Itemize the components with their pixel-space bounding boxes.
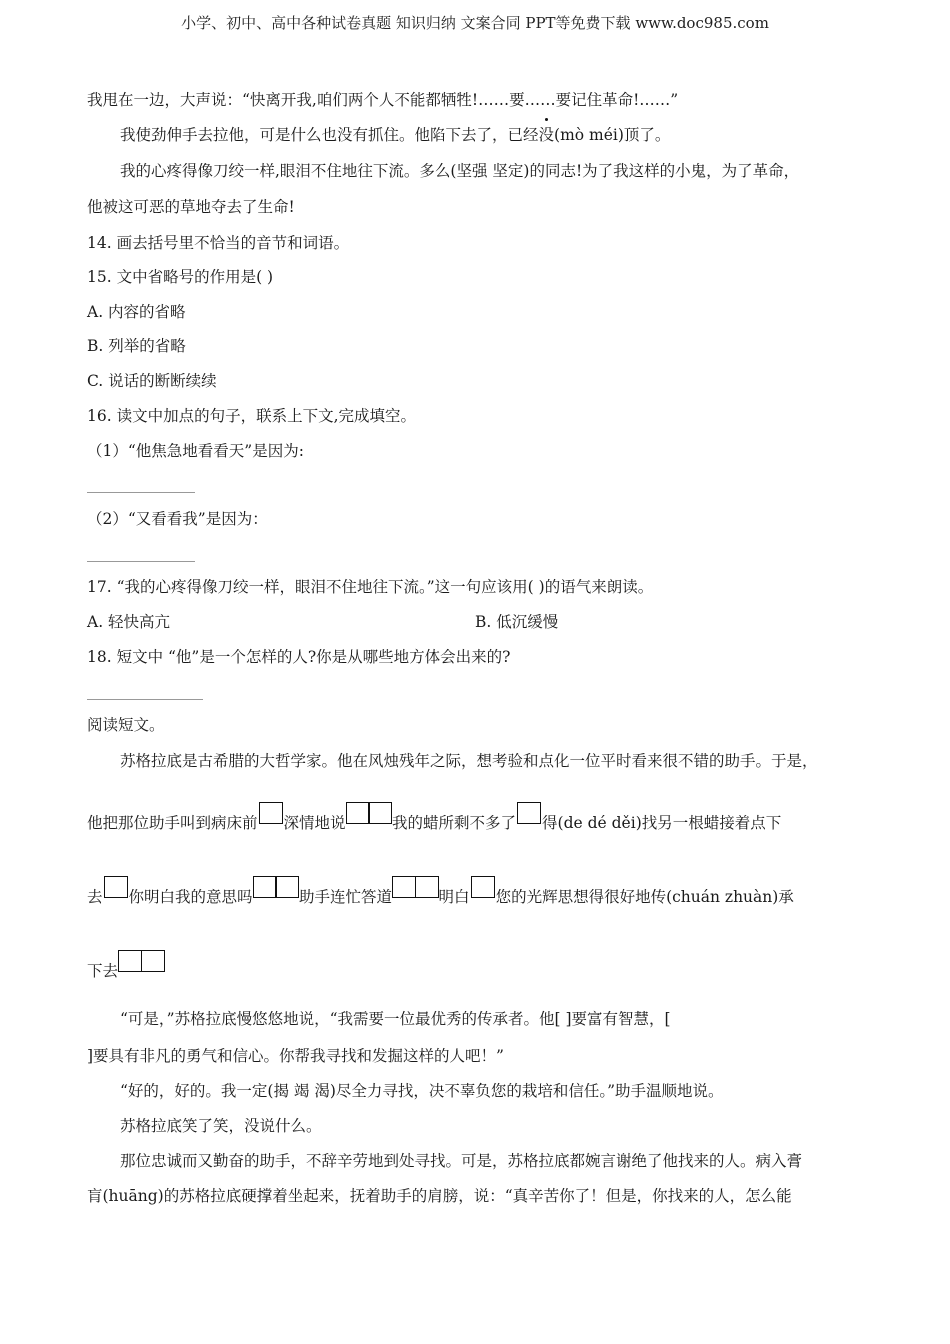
punctuation-box[interactable] (471, 876, 495, 898)
passage1-line4: 他被这可恶的草地夺去了生命! (87, 198, 295, 216)
punctuation-box[interactable] (253, 876, 277, 898)
passage2-intro: 阅读短文。 (87, 716, 165, 734)
question-16-part-2: （2）“又看看我”是因为： (87, 510, 268, 528)
punctuation-box[interactable] (415, 876, 439, 898)
question-17: 17. “我的心疼得像刀绞一样，眼泪不住地往下流。”这一句应该用( )的语气来朗读。 (87, 578, 654, 596)
question-15-option-a: A. 内容的省略 (87, 303, 186, 321)
dotted-character: 没 (538, 126, 555, 144)
answer-blank-18[interactable] (87, 698, 203, 700)
punctuation-box[interactable] (104, 876, 128, 898)
answer-blank-16-1[interactable] (87, 491, 195, 493)
question-16: 16. 读文中加点的句子，联系上下文,完成填空。 (87, 407, 417, 425)
punctuation-box[interactable] (346, 802, 370, 824)
question-17-option-a: A. 轻快高亢 (87, 613, 171, 631)
passage2-line4: 下去 (87, 960, 165, 982)
punctuation-box[interactable] (368, 802, 392, 824)
question-15-option-b: B. 列举的省略 (87, 337, 186, 355)
punctuation-box[interactable] (517, 802, 541, 824)
passage2-line2: 他把那位助手叫到病床前 深情地说 我的蜡所剩不多了 得(de dé děi)找另一根蜡接着点下 (87, 812, 781, 834)
question-18: 18. 短文中 “他”是一个怎样的人?你是从哪些地方体会出来的? (87, 648, 511, 666)
passage2-line3: 去 你明白我的意思吗 助手连忙答道 明白 您的光辉思想得很好地传(chuán zhuàn)承 (87, 886, 794, 908)
punctuation-box[interactable] (275, 876, 299, 898)
question-15-option-c: C. 说话的断断续续 (87, 372, 217, 390)
page-header: 小学、初中、高中各种试卷真题 知识归纳 文案合同 PPT等免费下载 www.doc985.com (181, 14, 769, 32)
question-16-part-1: （1）“他焦急地看看天”是因为: (87, 442, 304, 460)
punctuation-box[interactable] (259, 802, 283, 824)
passage1-line2: 我使劲伸手去拉他，可是什么也没有抓住。他陷下去了，已经没(mò méi)顶了。 (120, 126, 671, 144)
passage2-line7: “好的，好的。我一定(揭 竭 渴)尽全力寻找，决不辜负您的栽培和信任。”助手温顺地说。 (120, 1082, 724, 1100)
passage1-line3: 我的心疼得像刀绞一样,眼泪不住地往下流。多么(坚强 坚定)的同志!为了我这样的小鬼，为了革命， (120, 162, 800, 180)
question-17-option-b: B. 低沉缓慢 (475, 613, 559, 631)
passage2-line10: 肓(huāng)的苏格拉底硬撑着坐起来，抚着助手的肩膀，说：“真辛苦你了！但是，你找来的人，怎么能 (87, 1187, 792, 1205)
punctuation-box[interactable] (141, 950, 165, 972)
passage2-line1: 苏格拉底是古希腊的大哲学家。他在风烛残年之际，想考验和点化一位平时看来很不错的助手。于是， (120, 752, 818, 770)
passage2-line8: 苏格拉底笑了笑，没说什么。 (120, 1117, 322, 1135)
passage2-line6: ]要具有非凡的勇气和信心。你帮我寻找和发掘这样的人吧！” (87, 1047, 504, 1065)
passage1-line1: 我甩在一边，大声说：“快离开我,咱们两个人不能都牺牲!……要……要记住革命!……” (87, 91, 679, 109)
passage2-line9: 那位忠诚而又勤奋的助手，不辞辛劳地到处寻找。可是，苏格拉底都婉言谢绝了他找来的人。病入膏 (120, 1152, 803, 1170)
answer-blank-16-2[interactable] (87, 560, 195, 562)
question-14: 14. 画去括号里不恰当的音节和词语。 (87, 234, 350, 252)
punctuation-box[interactable] (118, 950, 142, 972)
passage2-line5: “可是，”苏格拉底慢悠悠地说，“我需要一位最优秀的传承者。他[ ]要富有智慧，[ (120, 1010, 671, 1028)
question-15: 15. 文中省略号的作用是( ) (87, 268, 274, 286)
punctuation-box[interactable] (392, 876, 416, 898)
